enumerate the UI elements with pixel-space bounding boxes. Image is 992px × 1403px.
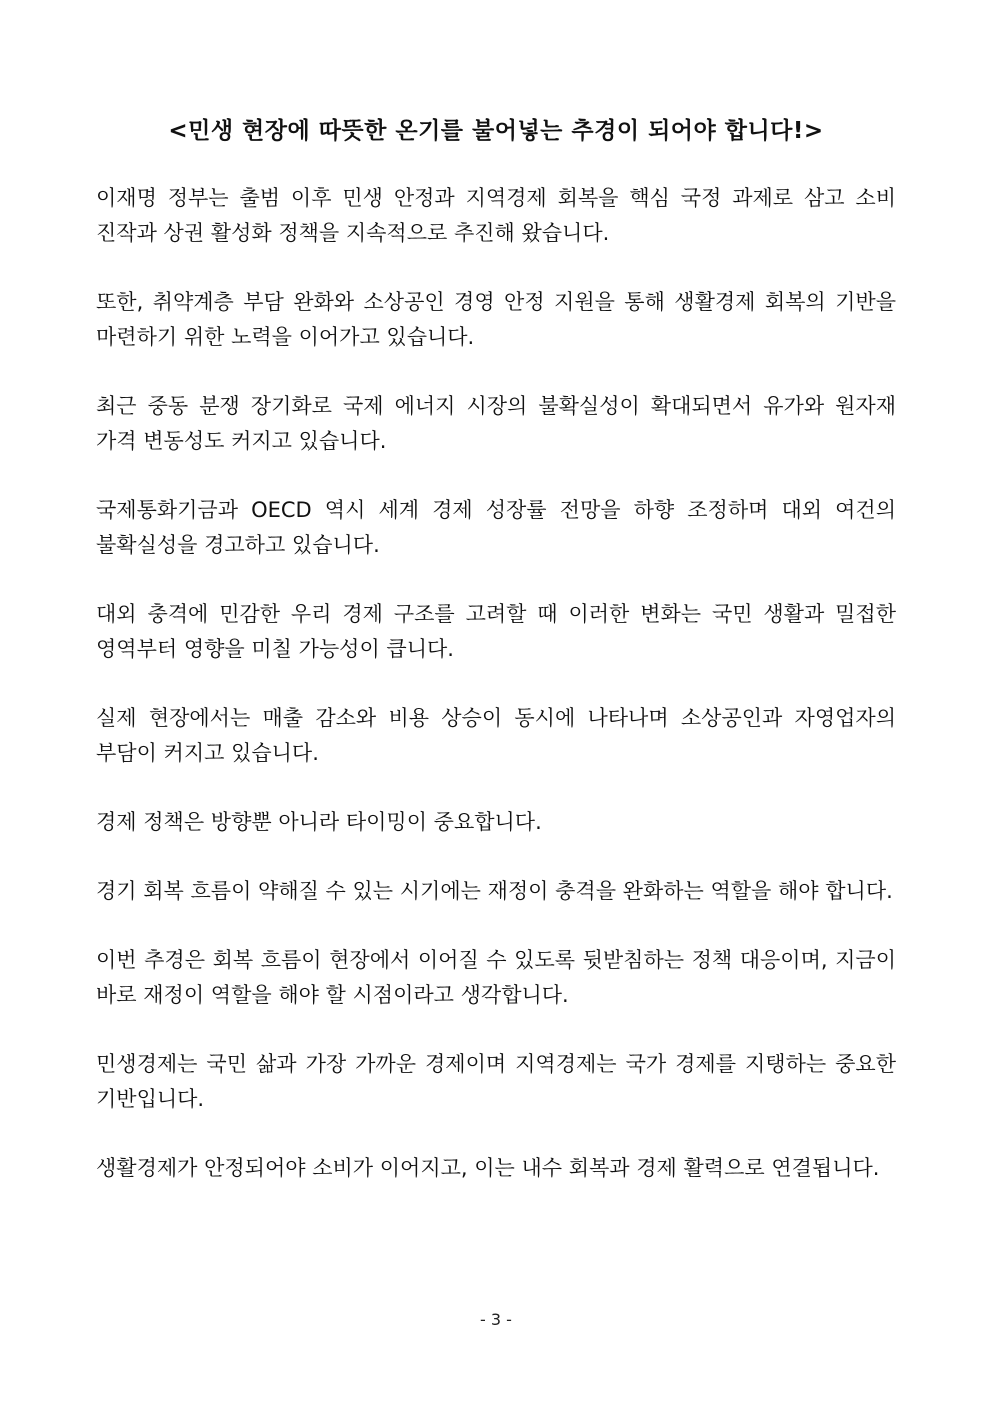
document-title: <민생 현장에 따뜻한 온기를 불어넣는 추경이 되어야 합니다!>: [168, 118, 824, 144]
document-body: [96, 181, 896, 1220]
paragraph: 생활경제가 안정되어야 소비가 이어지고, 이는 내수 회복과 경제 활력으로 연결됩니다.: [96, 1156, 880, 1180]
paragraph: 최근 중동 분쟁 장기화로 국제 에너지 시장의 불확실성이 확대되면서 유가와 원자재 가격 변동성도 커지고 있습니다.: [96, 394, 896, 453]
paragraph: 또한, 취약계층 부담 완화와 소상공인 경영 안정 지원을 통해 생활경제 회복의 기반을 마련하기 위한 노력을 이어가고 있습니다.: [96, 290, 896, 349]
paragraph: 경기 회복 흐름이 약해질 수 있는 시기에는 재정이 충격을 완화하는 역할을 해야 합니다.: [96, 879, 893, 903]
paragraph: 경제 정책은 방향뿐 아니라 타이밍이 중요합니다.: [96, 810, 542, 834]
paragraph: 이재명 정부는 출범 이후 민생 안정과 지역경제 회복을 핵심 국정 과제로 삼고 소비 진작과 상권 활성화 정책을 지속적으로 추진해 왔습니다.: [96, 186, 896, 245]
page-number: - 3 -: [480, 1310, 512, 1329]
paragraph: 대외 충격에 민감한 우리 경제 구조를 고려할 때 이러한 변화는 국민 생활과 밀접한 영역부터 영향을 미칠 가능성이 큽니다.: [96, 602, 896, 661]
paragraph: 민생경제는 국민 삶과 가장 가까운 경제이며 지역경제는 국가 경제를 지탱하는 중요한 기반입니다.: [96, 1052, 896, 1111]
paragraph: 이번 추경은 회복 흐름이 현장에서 이어질 수 있도록 뒷받침하는 정책 대응이며, 지금이 바로 재정이 역할을 해야 할 시점이라고 생각합니다.: [96, 948, 896, 1007]
paragraph: 실제 현장에서는 매출 감소와 비용 상승이 동시에 나타나며 소상공인과 자영업자의 부담이 커지고 있습니다.: [96, 706, 896, 765]
paragraph: 국제통화기금과 OECD 역시 세계 경제 성장률 전망을 하향 조정하며 대외 여건의 불확실성을 경고하고 있습니다.: [96, 498, 896, 557]
